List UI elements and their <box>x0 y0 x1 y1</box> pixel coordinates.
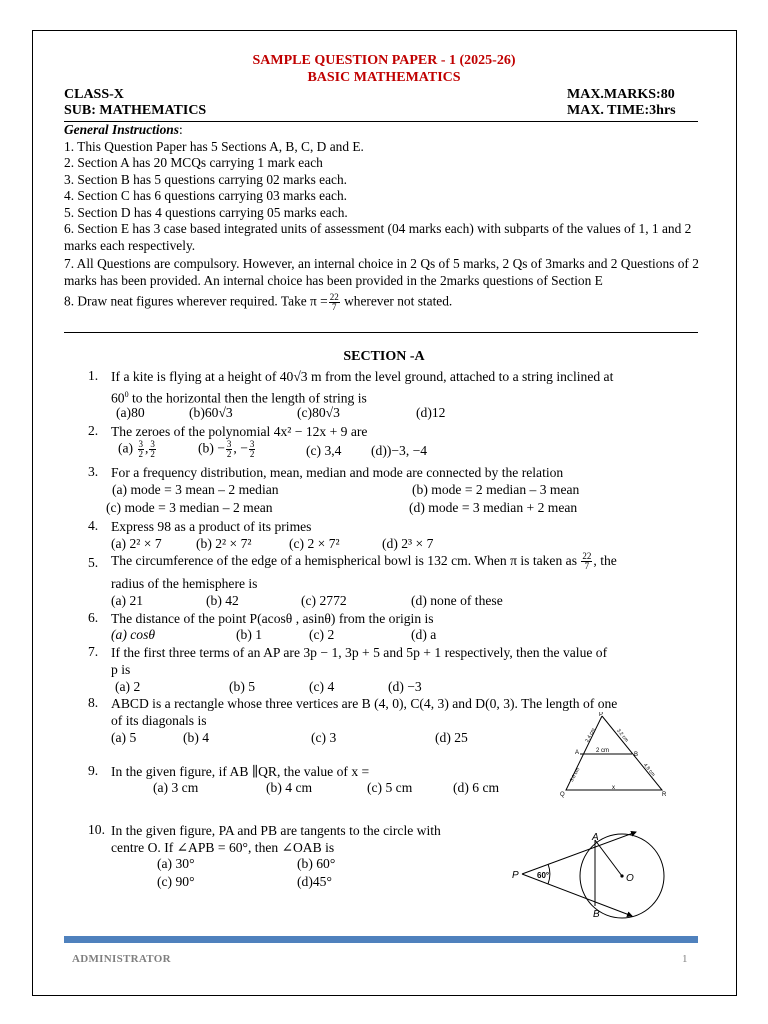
question-7-text-2: p is <box>111 662 131 677</box>
option: (d) none of these <box>411 593 503 608</box>
option: (a)80 <box>116 405 145 420</box>
question-number: 3. <box>88 464 99 479</box>
option: (a) 30° <box>157 856 195 871</box>
triangle-figure <box>558 712 690 798</box>
option: (d) −3 <box>388 679 422 694</box>
option: (b) 60° <box>297 856 336 871</box>
segment-oa <box>595 840 622 876</box>
label-a: A <box>592 832 599 843</box>
question-8-text-2: of its diagonals is <box>111 713 207 728</box>
option: (c)80√3 <box>297 405 340 420</box>
instruction-item: 6. Section E has 3 case based integrated units of assessment (04 marks each) with subparts of the values of 1, 1 and 2 marks each respectively. <box>64 221 692 253</box>
option: (a) 3 cm <box>153 780 199 795</box>
question-2-text: The zeroes of the polynomial 4x² − 12x + 9 are <box>111 424 368 439</box>
option: (a) 2 <box>115 679 141 694</box>
question-4-text: Express 98 as a product of its primes <box>111 519 312 534</box>
question-5-text: The circumference of the edge of a hemispherical bowl is 132 cm. When π is taken as $\frac{22}{7}$ , the <box>111 551 617 572</box>
question-number: 4. <box>88 518 99 533</box>
option: (d) 2³ × 7 <box>382 536 434 551</box>
instruction-item: 4. Section C has 6 questions carrying 03 marks each. <box>64 188 348 203</box>
option: (c) 5 cm <box>367 780 413 795</box>
option: (b) 1 <box>236 627 263 642</box>
page-number: 1 <box>682 953 688 965</box>
triangle-pqr <box>566 716 662 790</box>
centre-point <box>620 874 623 877</box>
option: (c) 2 <box>309 627 335 642</box>
label-p: P <box>512 870 519 881</box>
label-aq: 3.6 cm <box>568 766 582 784</box>
option: (d)45° <box>297 874 332 889</box>
instruction-item: 3. Section B has 5 questions carrying 02 marks each. <box>64 171 348 187</box>
question-1-text-2: $60^0$ to the horizontal then the length of string is <box>111 390 367 406</box>
max-time: MAX. TIME:3hrs <box>567 103 676 118</box>
option: (a) 5 <box>111 730 137 745</box>
question-7-text: If the first three terms of an AP are 3p − 1, 3p + 5 and 5p + 1 respectively, then the value of <box>111 645 608 660</box>
question-number: 8. <box>88 695 99 710</box>
question-10-text-2: centre O. If ∠APB = 60°, then ∠OAB is <box>111 840 335 855</box>
option: (b)60√3 <box>189 405 233 420</box>
option: (b) mode = 2 median – 3 mean <box>412 482 580 497</box>
question-number: 5. <box>88 555 99 570</box>
footer-bar <box>64 936 698 943</box>
option: (a) 21 <box>111 593 144 608</box>
option: (a) mode = 3 mean – 2 median <box>112 482 279 497</box>
paper-subtitle: BASIC MATHEMATICS <box>307 70 461 85</box>
question-number: 7. <box>88 644 99 659</box>
max-marks: MAX.MARKS:80 <box>567 87 675 102</box>
option: (d))−3, −4 <box>371 443 428 458</box>
tangent-pb <box>522 874 632 916</box>
question-number: 9. <box>88 763 99 778</box>
option: (a) 2² × 7 <box>111 536 162 551</box>
question-5-text-2: radius of the hemisphere is <box>111 576 258 591</box>
label-ab: 2 cm <box>596 748 610 754</box>
label-b: B <box>593 909 600 920</box>
option: (b) − $\frac{3}{2}$ , − $\frac{3}{2}$ <box>198 439 255 459</box>
label-q: Q <box>560 792 565 798</box>
instruction-item: 7. All Questions are compulsory. However, an internal choice in 2 Qs of 5 marks, 2 Qs of 3marks and 2 Questions of 2 marks has been provided. An internal choice has been provided in the 2marks questions of Section E <box>64 256 699 288</box>
option: (c) mode = 3 median – 2 mean <box>106 500 273 515</box>
class-label: CLASS-X <box>64 87 124 102</box>
fraction-22-7: $\frac{22}{7}$ <box>329 292 339 312</box>
option: (c) 4 <box>309 679 335 694</box>
option: (b) 2² × 7² <box>196 536 252 551</box>
instructions-heading: General Instructions <box>64 122 179 137</box>
option: (a) $\frac{3}{2}$ , $\frac{3}{2}$ <box>118 439 155 459</box>
option: (c) 2772 <box>301 593 347 608</box>
instruction-item: 8. Draw neat figures wherever required. Take π = $\frac{22}{7}$ wherever not stated. <box>64 292 453 312</box>
option: (d) mode = 3 median + 2 mean <box>409 500 578 515</box>
option: (c) 90° <box>157 874 195 889</box>
tangent-pa <box>522 832 636 874</box>
label-pb: 3.2 cm <box>615 727 630 744</box>
option: (b) 5 <box>229 679 256 694</box>
option: (b) 4 cm <box>266 780 313 795</box>
option: (c) 3,4 <box>306 443 342 458</box>
question-number: 10. <box>88 822 105 837</box>
general-instructions: General Instructions: 1. This Question Paper has 5 Sections A, B, C, D and E. 2. Section A has 20 MCQs carrying 1 mark each 3. Section B has 5 questions carrying 02 marks each. 4. Section C has 6 questions carrying 03 marks each. 5. Section D has 4 questions carrying 05 marks each. 6. Section E has 3 case based integrated units of assessment (04 marks each) with subparts of the values of 1, 1 and 2 marks each respectively. 7. All Questions are compulsory. However, an internal choice in 2 Qs of 5 marks, 2 Qs of 3marks and 2 Questions of 2 marks has been provided. An internal choice has been provided in the 2marks questions of Section E 8. Draw neat figures wherever required. Take π = $\frac{22}{7}$ wherever not stated. <box>64 122 704 312</box>
label-b: B <box>634 752 639 758</box>
tangent-circle-figure <box>508 826 674 922</box>
question-6-text: The distance of the point P(acosθ , asinθ) from the origin is <box>111 611 434 626</box>
question-number: 6. <box>88 610 99 625</box>
label-o: O <box>626 873 634 884</box>
label-angle: 60° <box>537 871 550 880</box>
label-x: x <box>612 785 615 791</box>
option: (c) 3 <box>311 730 337 745</box>
instruction-item: 2. Section A has 20 MCQs carrying 1 mark each <box>64 155 323 170</box>
paper-title: SAMPLE QUESTION PAPER - 1 (2025-26) <box>252 53 516 68</box>
option: (c) 2 × 7² <box>289 536 340 551</box>
option: (d) 6 cm <box>453 780 500 795</box>
question-1-text: If a kite is flying at a height of 40√3 m from the level ground, attached to a string inclined at <box>111 369 614 384</box>
label-br: 4.8 cm <box>641 762 657 778</box>
question-8-text: ABCD is a rectangle whose three vertices are B (4, 0), C(4, 3) and D(0, 3). The length of one <box>111 696 618 711</box>
question-number: 1. <box>88 368 99 383</box>
label-pa: 2.4 cm <box>584 727 597 744</box>
option: (d) 25 <box>435 730 468 745</box>
question-9-text: In the given figure, if AB ∥QR, the value of x = <box>111 764 370 779</box>
label-a: A <box>575 750 580 756</box>
option: (d) a <box>411 627 437 642</box>
label-r: R <box>662 792 667 798</box>
question-3-text: For a frequency distribution, mean, median and mode are connected by the relation <box>111 465 564 480</box>
question-number: 2. <box>88 423 99 438</box>
option: (d)12 <box>416 405 446 420</box>
footer-author: ADMINISTRATOR <box>72 953 171 965</box>
subject-label: SUB: MATHEMATICS <box>64 103 207 118</box>
section-title: SECTION -A <box>343 349 425 364</box>
option: (b) 4 <box>183 730 210 745</box>
instructions-rule <box>64 332 698 333</box>
question-10-text: In the given figure, PA and PB are tangents to the circle with <box>111 823 441 838</box>
label-p: P <box>599 712 604 718</box>
option: (a) cosθ <box>111 627 156 642</box>
option: (b) 42 <box>206 593 239 608</box>
instruction-item: 5. Section D has 4 questions carrying 05 marks each. <box>64 204 348 220</box>
instruction-item: 1. This Question Paper has 5 Sections A, B, C, D and E. <box>64 138 364 154</box>
